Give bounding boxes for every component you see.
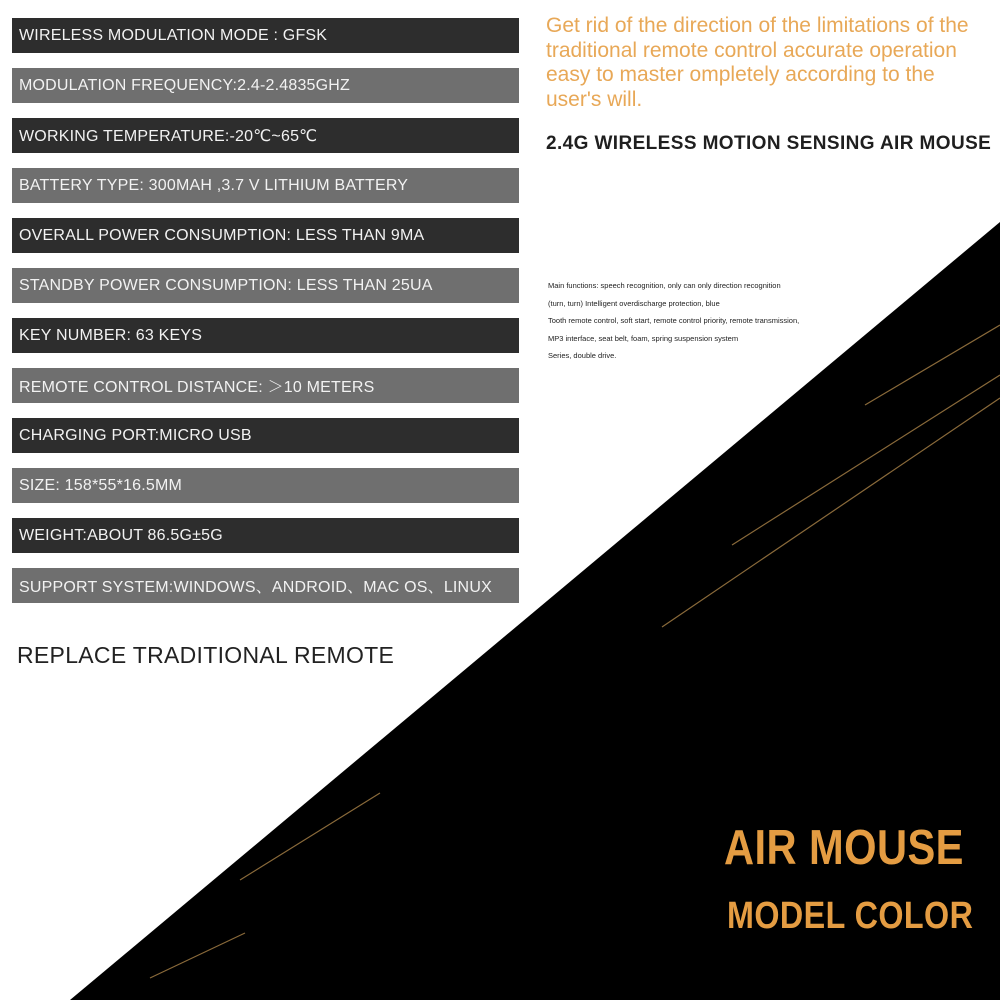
spec-row-size — [12, 468, 519, 503]
spec-text: WIRELESS MODULATION MODE : GFSK — [19, 26, 328, 44]
spec-row-battery-type — [12, 168, 519, 203]
functions-description — [548, 277, 888, 365]
functions-line: Tooth remote control, soft start, remote control priority, remote transmission, — [548, 316, 800, 326]
functions-line: MP3 interface, seat belt, foam, spring suspension system — [548, 333, 739, 343]
spec-text: STANDBY POWER CONSUMPTION: LESS THAN 25UA — [19, 276, 433, 294]
functions-line: Series, double drive. — [548, 351, 617, 361]
air-mouse-title: AIR MOUSE — [724, 821, 964, 875]
spec-text: REMOTE CONTROL DISTANCE: ＞10 METERS — [19, 379, 375, 396]
spec-row-charging-port — [12, 418, 519, 453]
replace-heading: REPLACE TRADITIONAL REMOTE — [17, 642, 395, 668]
spec-list — [12, 18, 519, 618]
spec-row-key-number — [12, 318, 519, 353]
spec-row-remote-distance — [12, 368, 519, 403]
spec-row-weight — [12, 518, 519, 553]
functions-line: (turn, turn) Intelligent overdischarge protection, blue — [548, 298, 720, 308]
spec-text: WORKING TEMPERATURE:-20℃~65℃ — [19, 127, 318, 145]
spec-text: BATTERY TYPE: 300MAH ,3.7 V LITHIUM BATTERY — [19, 176, 409, 194]
spec-text: KEY NUMBER: 63 KEYS — [19, 326, 203, 344]
spec-row-working-temperature — [12, 118, 519, 153]
spec-row-support-system — [12, 568, 519, 603]
spec-row-modulation-mode — [12, 18, 519, 53]
spec-text: WEIGHT:ABOUT 86.5G±5G — [19, 526, 223, 544]
spec-row-standby-power — [12, 268, 519, 303]
spec-row-modulation-frequency — [12, 68, 519, 103]
spec-text: CHARGING PORT:MICRO USB — [19, 426, 252, 444]
product-title: 2.4G WIRELESS MOTION SENSING AIR MOUSE — [546, 133, 992, 154]
tagline: Get rid of the direction of the limitations of the traditional remote control accurate operation easy to master ompletely according to the user's will. — [546, 14, 969, 111]
functions-line: Main functions: speech recognition, only can only direction recognition — [548, 281, 781, 290]
spec-text: OVERALL POWER CONSUMPTION: LESS THAN 9MA — [19, 226, 425, 244]
spec-text: MODULATION FREQUENCY:2.4-2.4835GHZ — [19, 76, 351, 94]
model-color-subtitle: MODEL COLOR — [727, 895, 974, 937]
spec-row-overall-power — [12, 218, 519, 253]
spec-text: SUPPORT SYSTEM:WINDOWS、ANDROID、MAC OS、LINUX — [19, 579, 492, 596]
spec-text: SIZE: 158*55*16.5MM — [19, 476, 182, 494]
